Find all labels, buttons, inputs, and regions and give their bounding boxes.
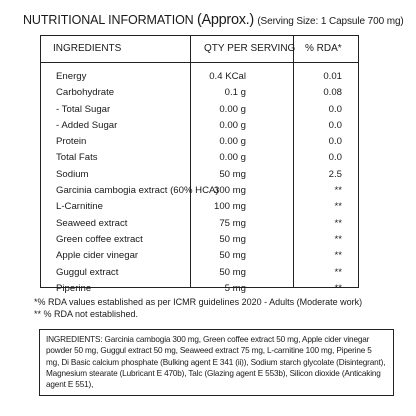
row-rda: 0.0 bbox=[328, 152, 342, 164]
row-rda: 0.0 bbox=[328, 103, 342, 115]
row-rda: ** bbox=[334, 217, 342, 229]
table-row bbox=[41, 248, 358, 264]
row-rda: 2.5 bbox=[328, 168, 342, 180]
table-row bbox=[41, 167, 358, 183]
serving-size: (Serving Size: 1 Capsule 700 mg) bbox=[257, 16, 404, 27]
table-row bbox=[41, 118, 358, 134]
row-rda: ** bbox=[334, 185, 342, 197]
row-name: Apple cider vinegar bbox=[56, 250, 139, 262]
row-qty: 0.00 g bbox=[219, 136, 246, 148]
table-body bbox=[41, 69, 358, 297]
row-name: Guggul extract bbox=[56, 266, 119, 278]
row-qty: 0.1 g bbox=[224, 87, 246, 99]
row-name: L-Carnitine bbox=[56, 201, 103, 213]
row-rda: ** bbox=[334, 201, 342, 213]
row-qty: 100 mg bbox=[214, 201, 246, 213]
ingredients-box: INGREDIENTS: Garcinia cambogia 300 mg, Green coffee extract 50 mg, Apple cider vinegar powder 50 mg, Guggul extract 50 mg, Seaweed extract 75 mg, L-carnitine 100 mg, Piperine 5 mg, Di Basic calcium phosphate (Bulking agent E 341 (ii)), Sodium starch glycolate (Disintegrant), Magnesium stearate (Lubricant E 470b), Talc (Glazing agent E 553b), Silicon dioxide (Anticaking agent E 551), bbox=[39, 329, 394, 396]
table-row bbox=[41, 85, 358, 101]
table-row bbox=[41, 134, 358, 150]
footnote-not-established: ** % RDA not established. bbox=[34, 308, 139, 319]
header-rda: % RDA* bbox=[305, 43, 342, 54]
header-divider bbox=[41, 62, 358, 63]
row-name: Protein bbox=[56, 136, 87, 148]
row-name: Total Fats bbox=[56, 152, 98, 164]
row-name: Garcinia cambogia extract (60% HCA) bbox=[56, 185, 219, 197]
row-qty: 50 mg bbox=[219, 233, 246, 245]
row-rda: 0.0 bbox=[328, 119, 342, 131]
table-row bbox=[41, 199, 358, 215]
header-ingredients: INGREDIENTS bbox=[53, 43, 122, 54]
row-rda: ** bbox=[334, 282, 342, 294]
table-row bbox=[41, 150, 358, 166]
row-qty: 50 mg bbox=[219, 266, 246, 278]
row-name: - Added Sugar bbox=[56, 119, 118, 131]
title-approx: (Approx.) bbox=[197, 12, 254, 28]
row-rda: 0.01 bbox=[323, 71, 342, 82]
row-rda: ** bbox=[334, 266, 342, 278]
row-qty: 5 mg bbox=[224, 282, 246, 294]
header-qty: QTY PER SERVING bbox=[204, 43, 296, 54]
table-row bbox=[41, 69, 358, 85]
row-qty: 50 mg bbox=[219, 250, 246, 262]
page-title bbox=[23, 12, 403, 28]
footnote-rda: *% RDA values established as per ICMR guidelines 2020 - Adults (Moderate work) bbox=[34, 297, 363, 307]
row-rda: ** bbox=[334, 233, 342, 245]
table-row bbox=[41, 102, 358, 118]
row-qty: 0.00 g bbox=[219, 119, 246, 131]
title-text: NUTRITIONAL INFORMATION bbox=[23, 13, 194, 27]
table-row bbox=[41, 281, 358, 297]
footnotes bbox=[34, 297, 404, 320]
table-row bbox=[41, 265, 358, 281]
table-row bbox=[41, 232, 358, 248]
row-qty: 0.00 g bbox=[219, 103, 246, 115]
row-qty: 50 mg bbox=[219, 168, 246, 180]
row-rda: ** bbox=[334, 250, 342, 262]
row-rda: 0.0 bbox=[328, 136, 342, 148]
row-name: Energy bbox=[56, 71, 87, 82]
row-name: Sodium bbox=[56, 168, 89, 180]
row-name: Seaweed extract bbox=[56, 217, 128, 229]
row-name: Piperine bbox=[56, 282, 92, 294]
table-row bbox=[41, 216, 358, 232]
row-name: Carbohydrate bbox=[56, 87, 115, 99]
row-qty: 75 mg bbox=[219, 217, 246, 229]
row-name: Green coffee extract bbox=[56, 233, 143, 245]
row-rda: 0.08 bbox=[323, 87, 342, 99]
table-row bbox=[41, 183, 358, 199]
row-qty: 0.4 KCal bbox=[209, 71, 246, 82]
nutrition-table bbox=[40, 35, 359, 294]
row-qty: 300 mg bbox=[214, 185, 246, 197]
row-qty: 0.00 g bbox=[219, 152, 246, 164]
row-name: - Total Sugar bbox=[56, 103, 111, 115]
